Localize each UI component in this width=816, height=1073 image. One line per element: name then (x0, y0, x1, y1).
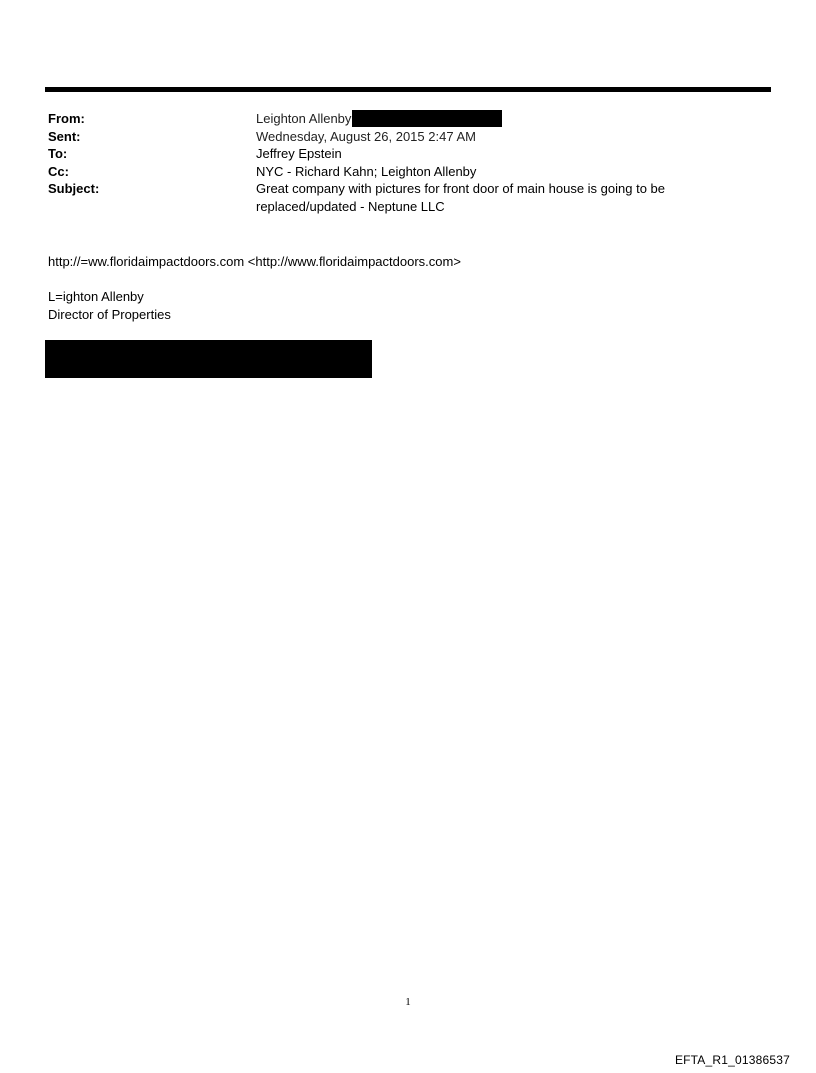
page-number: 1 (405, 996, 411, 1008)
to-value: Jeffrey Epstein (256, 146, 342, 161)
redaction-box-signature (45, 340, 372, 378)
website-link[interactable]: http://=ww.floridaimpactdoors.com <http://www.floridaimpactdoors.com> (48, 254, 461, 269)
to-row (48, 145, 768, 163)
subject-line-1: Great company with pictures for front door of main house is going to be (256, 181, 665, 196)
sent-row (48, 128, 768, 146)
redaction-box-email (352, 110, 502, 127)
to-label: To: (48, 146, 68, 161)
from-label: From: (48, 111, 85, 126)
from-value (256, 110, 768, 128)
subject-row (48, 180, 768, 215)
from-row (48, 110, 768, 128)
paragraph-gap (48, 271, 768, 289)
document-id: EFTA_R1_01386537 (674, 1053, 790, 1067)
subject-label: Subject: (48, 181, 100, 196)
signature-name: L=ighton Allenby (48, 289, 144, 304)
cc-row (48, 163, 768, 181)
email-body (48, 253, 768, 323)
sent-value: Wednesday, August 26, 2015 2:47 AM (256, 128, 476, 144)
subject-line-2: replaced/updated - Neptune LLC (256, 198, 445, 214)
subject-value (256, 180, 768, 215)
email-header (48, 110, 768, 215)
signature-title: Director of Properties (48, 306, 171, 322)
cc-value: NYC - Richard Kahn; Leighton Allenby (256, 163, 477, 179)
from-name: Leighton Allenby (256, 111, 352, 126)
header-divider (45, 87, 771, 92)
cc-label: Cc: (48, 163, 69, 179)
sent-label: Sent: (48, 128, 81, 144)
